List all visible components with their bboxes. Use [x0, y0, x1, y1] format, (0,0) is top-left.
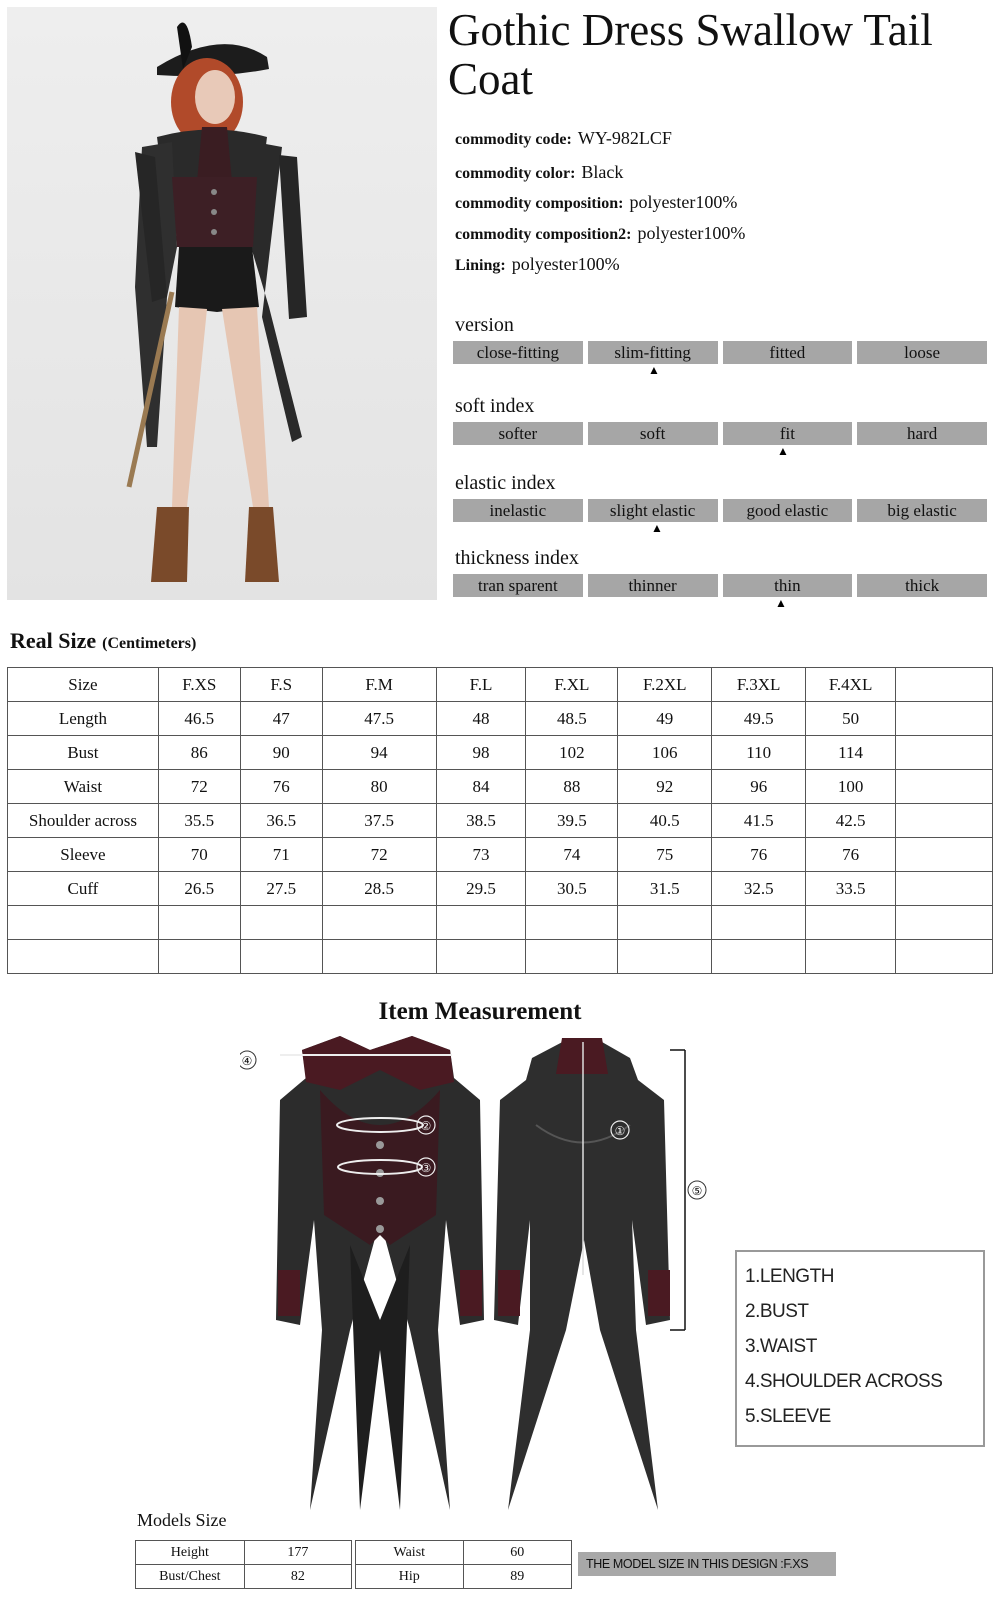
- size-chart-cell: [896, 838, 993, 872]
- size-chart-cell: 31.5: [618, 872, 712, 906]
- size-chart-column-header: Size: [8, 668, 159, 702]
- version-marker-icon: ▲: [648, 363, 660, 377]
- size-chart-cell: [322, 940, 436, 974]
- size-chart-cell: 96: [712, 770, 806, 804]
- table-row: [8, 770, 993, 804]
- size-chart-title: Real Size: [10, 628, 97, 653]
- model-waist-value: 60: [463, 1541, 571, 1565]
- size-chart-cell: 76: [806, 838, 896, 872]
- models-size-heading: Models Size: [137, 1510, 227, 1530]
- size-chart-heading: [10, 628, 196, 654]
- size-chart-cell: 26.5: [158, 872, 240, 906]
- elastic-index-option: good elastic: [723, 499, 853, 522]
- size-chart-cell: [322, 906, 436, 940]
- size-chart-cell: [806, 906, 896, 940]
- table-row: [136, 1541, 352, 1565]
- size-chart-column-header: F.XL: [526, 668, 618, 702]
- spec-value: polyester100%: [511, 254, 620, 274]
- size-chart-cell: [526, 906, 618, 940]
- version-option: slim-fitting: [588, 341, 718, 364]
- thickness-index-option: thinner: [588, 574, 718, 597]
- size-chart-cell: 70: [158, 838, 240, 872]
- size-chart-row-label: [8, 940, 159, 974]
- version-option: fitted: [723, 341, 853, 364]
- size-chart-cell: 94: [322, 736, 436, 770]
- spec-commodity-color: [455, 162, 623, 183]
- table-row: [8, 702, 993, 736]
- elastic-index-scale: [453, 499, 987, 522]
- table-row: [8, 872, 993, 906]
- size-chart-cell: 90: [240, 736, 322, 770]
- size-chart-cell: 98: [436, 736, 526, 770]
- size-chart-body: [8, 668, 993, 974]
- table-row: [356, 1541, 572, 1565]
- table-row: [8, 838, 993, 872]
- size-chart-cell: 88: [526, 770, 618, 804]
- legend-item: 2.BUST: [745, 1301, 809, 1322]
- size-chart-cell: 33.5: [806, 872, 896, 906]
- size-chart-cell: 110: [712, 736, 806, 770]
- size-chart-row-label: Length: [8, 702, 159, 736]
- size-chart-cell: [896, 906, 993, 940]
- size-chart-cell: [618, 940, 712, 974]
- size-chart-cell: [436, 940, 526, 974]
- size-chart-row-label: Bust: [8, 736, 159, 770]
- coat-measurement-diagram: [240, 1030, 730, 1520]
- size-chart-cell: 74: [526, 838, 618, 872]
- size-chart-cell: 84: [436, 770, 526, 804]
- model-hip-value: 89: [463, 1565, 571, 1589]
- size-chart-column-header: [896, 668, 993, 702]
- size-chart-cell: 42.5: [806, 804, 896, 838]
- size-chart-cell: [712, 940, 806, 974]
- model-hip-label: Hip: [356, 1565, 464, 1589]
- size-chart-cell: [618, 906, 712, 940]
- size-chart-cell: [436, 906, 526, 940]
- size-chart-cell: 76: [712, 838, 806, 872]
- size-chart-cell: 37.5: [322, 804, 436, 838]
- version-option: loose: [857, 341, 987, 364]
- size-chart-cell: 41.5: [712, 804, 806, 838]
- size-chart-cell: [896, 736, 993, 770]
- spec-value: polyester100%: [637, 223, 746, 243]
- model-illustration: [7, 7, 437, 600]
- size-chart-cell: 86: [158, 736, 240, 770]
- size-chart-cell: 50: [806, 702, 896, 736]
- spec-value: WY-982LCF: [577, 128, 672, 148]
- thickness-index-option: tran sparent: [453, 574, 583, 597]
- legend-item: 5.SLEEVE: [745, 1406, 831, 1427]
- elastic-index-option: big elastic: [857, 499, 987, 522]
- spec-commodity-code: [455, 128, 672, 149]
- size-chart-cell: [806, 940, 896, 974]
- coat-front-view: [276, 1036, 484, 1510]
- table-row: [8, 906, 993, 940]
- size-chart-cell: [896, 940, 993, 974]
- size-chart-column-header: F.4XL: [806, 668, 896, 702]
- soft-index-option: fit: [723, 422, 853, 445]
- spec-commodity-composition2: [455, 223, 745, 244]
- model-height-value: 177: [244, 1541, 351, 1565]
- models-size-table-right: [355, 1540, 572, 1589]
- size-chart-cell: 30.5: [526, 872, 618, 906]
- spec-key: commodity composition:: [455, 195, 624, 212]
- size-chart-column-header: F.S: [240, 668, 322, 702]
- model-bust-value: 82: [244, 1565, 351, 1589]
- model-waist-label: Waist: [356, 1541, 464, 1565]
- soft-index-option: softer: [453, 422, 583, 445]
- size-chart-column-header: F.L: [436, 668, 526, 702]
- size-chart-cell: 76: [240, 770, 322, 804]
- measurement-legend: [735, 1250, 985, 1447]
- size-chart-cell: [240, 906, 322, 940]
- thickness-index-scale: [453, 574, 987, 597]
- spec-commodity-composition: [455, 192, 737, 213]
- size-chart-cell: 92: [618, 770, 712, 804]
- spec-key: commodity code:: [455, 131, 572, 148]
- size-chart-cell: 73: [436, 838, 526, 872]
- size-chart-cell: 80: [322, 770, 436, 804]
- thickness-index-option: thin: [723, 574, 853, 597]
- size-chart-cell: 47: [240, 702, 322, 736]
- elastic-index-option: slight elastic: [588, 499, 718, 522]
- size-chart-row-label: Sleeve: [8, 838, 159, 872]
- elastic-index-title: elastic index: [455, 472, 556, 494]
- size-chart-row-label: [8, 906, 159, 940]
- version-option: close-fitting: [453, 341, 583, 364]
- size-chart-column-header: F.M: [322, 668, 436, 702]
- marker-waist: ③: [420, 1161, 432, 1175]
- size-chart-table: [7, 667, 993, 974]
- size-chart-cell: [896, 872, 993, 906]
- size-chart-cell: 102: [526, 736, 618, 770]
- model-height-label: Height: [136, 1541, 245, 1565]
- spec-key: commodity composition2:: [455, 226, 632, 243]
- version-title: version: [455, 314, 514, 336]
- size-chart-cell: 36.5: [240, 804, 322, 838]
- marker-sleeve: ⑤: [691, 1184, 703, 1198]
- thickness-index-title: thickness index: [455, 547, 579, 569]
- soft-index-option: soft: [588, 422, 718, 445]
- marker-bust: ②: [420, 1119, 432, 1133]
- elastic-index-option: inelastic: [453, 499, 583, 522]
- size-chart-cell: 71: [240, 838, 322, 872]
- soft-index-scale: [453, 422, 987, 445]
- models-size-table-left: [135, 1540, 352, 1589]
- thickness-index-marker-icon: ▲: [775, 596, 787, 610]
- size-chart-row-label: Waist: [8, 770, 159, 804]
- size-chart-cell: 35.5: [158, 804, 240, 838]
- marker-length: ①: [614, 1124, 626, 1138]
- size-chart-cell: 49: [618, 702, 712, 736]
- size-chart-header-row: [8, 668, 993, 702]
- size-chart-unit: (Centimeters): [102, 635, 197, 652]
- size-chart-cell: 38.5: [436, 804, 526, 838]
- soft-index-option: hard: [857, 422, 987, 445]
- size-chart-cell: 72: [322, 838, 436, 872]
- product-photo: [7, 7, 437, 600]
- size-chart-cell: 72: [158, 770, 240, 804]
- spec-value: polyester100%: [629, 192, 738, 212]
- size-chart-row-label: Shoulder across: [8, 804, 159, 838]
- size-chart-cell: [712, 906, 806, 940]
- spec-lining: [455, 254, 620, 275]
- size-chart-cell: 48.5: [526, 702, 618, 736]
- size-chart-cell: [896, 702, 993, 736]
- size-chart-cell: [240, 940, 322, 974]
- version-scale: [453, 341, 987, 364]
- size-chart-cell: 49.5: [712, 702, 806, 736]
- size-chart-cell: 46.5: [158, 702, 240, 736]
- soft-index-title: soft index: [455, 395, 535, 417]
- table-row: [8, 736, 993, 770]
- coat-back-view: [494, 1038, 685, 1510]
- spec-key: commodity color:: [455, 165, 576, 182]
- size-chart-cell: 114: [806, 736, 896, 770]
- size-chart-cell: [896, 770, 993, 804]
- size-chart-cell: 40.5: [618, 804, 712, 838]
- size-chart-cell: 75: [618, 838, 712, 872]
- size-chart-column-header: F.XS: [158, 668, 240, 702]
- size-chart-cell: [158, 940, 240, 974]
- table-row: [8, 940, 993, 974]
- marker-shoulder: ④: [241, 1054, 253, 1068]
- item-measurement-title: Item Measurement: [378, 998, 582, 1025]
- size-chart-cell: 47.5: [322, 702, 436, 736]
- table-row: [8, 804, 993, 838]
- model-size-note: THE MODEL SIZE IN THIS DESIGN :F.XS: [578, 1552, 836, 1576]
- table-row: [356, 1565, 572, 1589]
- table-row: [136, 1565, 352, 1589]
- product-title: Gothic Dress Swallow Tail Coat: [448, 5, 933, 104]
- size-chart-column-header: F.2XL: [618, 668, 712, 702]
- legend-item: 4.SHOULDER ACROSS: [745, 1371, 943, 1392]
- thickness-index-option: thick: [857, 574, 987, 597]
- size-chart-column-header: F.3XL: [712, 668, 806, 702]
- legend-item: 3.WAIST: [745, 1336, 817, 1357]
- size-chart-cell: 27.5: [240, 872, 322, 906]
- size-chart-cell: 32.5: [712, 872, 806, 906]
- soft-index-marker-icon: ▲: [777, 444, 789, 458]
- size-chart-cell: 48: [436, 702, 526, 736]
- size-chart-cell: 28.5: [322, 872, 436, 906]
- size-chart-cell: [158, 906, 240, 940]
- model-bust-label: Bust/Chest: [136, 1565, 245, 1589]
- elastic-index-marker-icon: ▲: [651, 521, 663, 535]
- spec-key: Lining:: [455, 257, 506, 274]
- size-chart-cell: 106: [618, 736, 712, 770]
- legend-item: 1.LENGTH: [745, 1266, 834, 1287]
- size-chart-cell: 29.5: [436, 872, 526, 906]
- size-chart-cell: [896, 804, 993, 838]
- size-chart-cell: 39.5: [526, 804, 618, 838]
- size-chart-cell: [526, 940, 618, 974]
- spec-value: Black: [581, 162, 624, 182]
- size-chart-row-label: Cuff: [8, 872, 159, 906]
- size-chart-cell: 100: [806, 770, 896, 804]
